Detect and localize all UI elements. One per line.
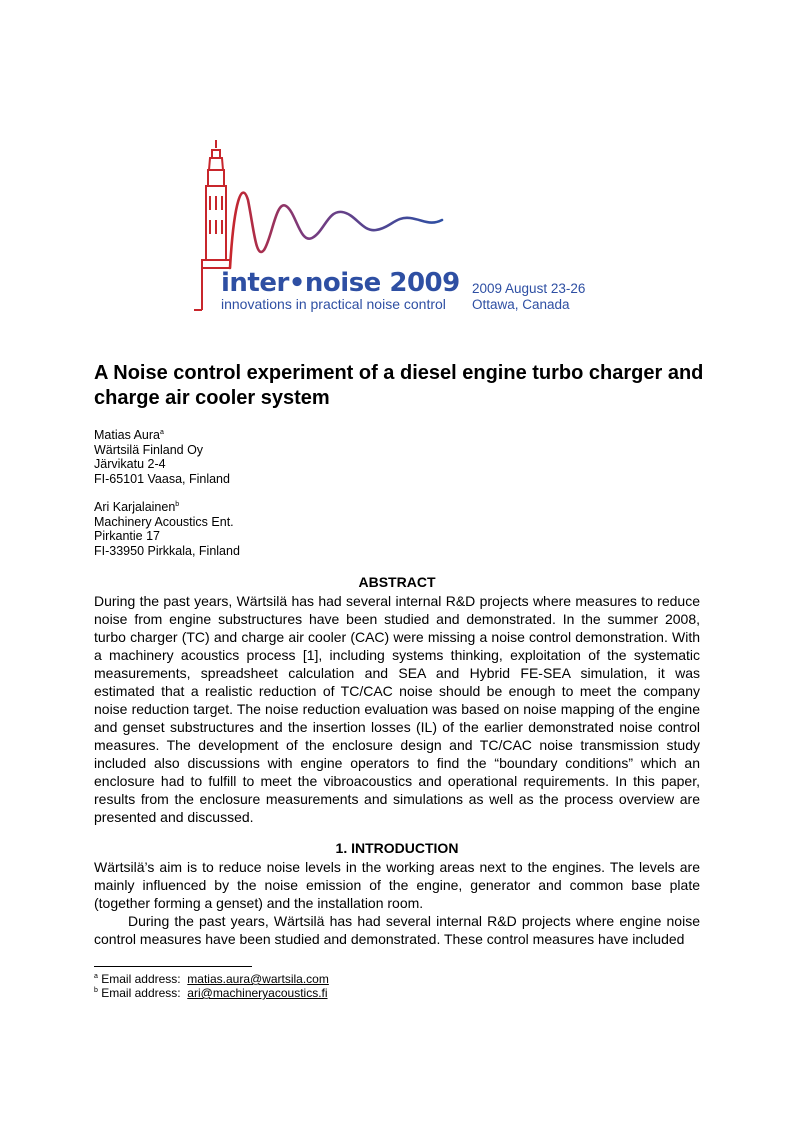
author-2-city: FI-33950 Pirkkala, Finland [94,543,240,558]
author-1-block [94,428,230,486]
author-2-mark: b [175,500,180,508]
abstract-paragraph: During the past years, Wärtsilä has had several internal R&D projects where measures to reduce noise from engine substructures have been studied and demonstrated. In the summer 2008, turbo charger (TC) and charge air cooler (CAC) were missing a noise control demonstration. With a machinery acoustics process [1], including systems thinking, exploitation of the systematic measurements, spreadsheet calculation and SEA and Hybrid FE-SEA simulation, it was estimated that a realistic reduction of TC/CAC noise should be enough to meet the company noise reduction target. The noise reduction evaluation was based on noise mapping of the engine and genset substructures and the insertion losses (IL) of the earlier demonstrated noise control measures. The development of the enclosure design and TC/CAC noise transmission study included also discussions with engine operators to find the “boundary conditions” which an enclosure had to fulfill to meet the vibroacoustics and operational requirements. In this paper, results from the enclosure measurements and simulations as well as the process overview are presented and discussed. [94,593,700,825]
author-1-mark: a [160,428,164,436]
author-1-city: FI-65101 Vaasa, Finland [94,471,230,486]
author-1-street: Järvikatu 2-4 [94,457,166,472]
abstract-heading: ABSTRACT [358,574,436,590]
introduction-heading: 1. INTRODUCTION [335,840,459,856]
email-link-karjalainen[interactable]: ari@machineryacoustics.fi [187,986,328,1000]
conference-place: Ottawa, Canada [472,297,570,312]
footnote-b: $^b$ Email address: ari@machineryacoustics.fi [94,986,328,1000]
author-1-name: Matias Aura$^a$ [94,428,164,442]
author-2-affiliation: Machinery Acoustics Ent. [94,514,234,529]
conference-tagline: innovations in practical noise control [221,296,446,312]
footnotes [94,972,329,1000]
footnote-divider [94,966,252,967]
intro-paragraph-2: During the past years, Wärtsilä has had several internal R&D projects where engine noise control measures have been studied and demonstrated. These control measures have included [94,913,700,947]
conference-date: 2009 August 23-26 [472,281,586,296]
conference-wordmark: inter•noise 2009 [221,268,460,298]
author-2-block [94,500,240,558]
email-link-aura[interactable]: matias.aura@wartsila.com [187,972,329,986]
author-2-street: Pirkantie 17 [94,529,161,544]
paper-title: A Noise control experiment of a diesel engine turbo charger and charge air cooler system [94,362,704,409]
author-1-affiliation: Wärtsilä Finland Oy [94,442,204,457]
author-2-name: Ari Karjalainen$^b$ [94,500,180,514]
intro-paragraph-1: Wärtsilä’s aim is to reduce noise levels in the working areas next to the engines. The levels are mainly influenced by the noise emission of the engine, generator and common base plate (together forming a genset) and the installation room. [94,859,700,911]
footnote-a: $^a$ Email address: matias.aura@wartsila.com [94,972,329,986]
abstract-body [94,592,700,826]
sound-wave-icon [230,193,442,268]
introduction-body [94,858,700,948]
